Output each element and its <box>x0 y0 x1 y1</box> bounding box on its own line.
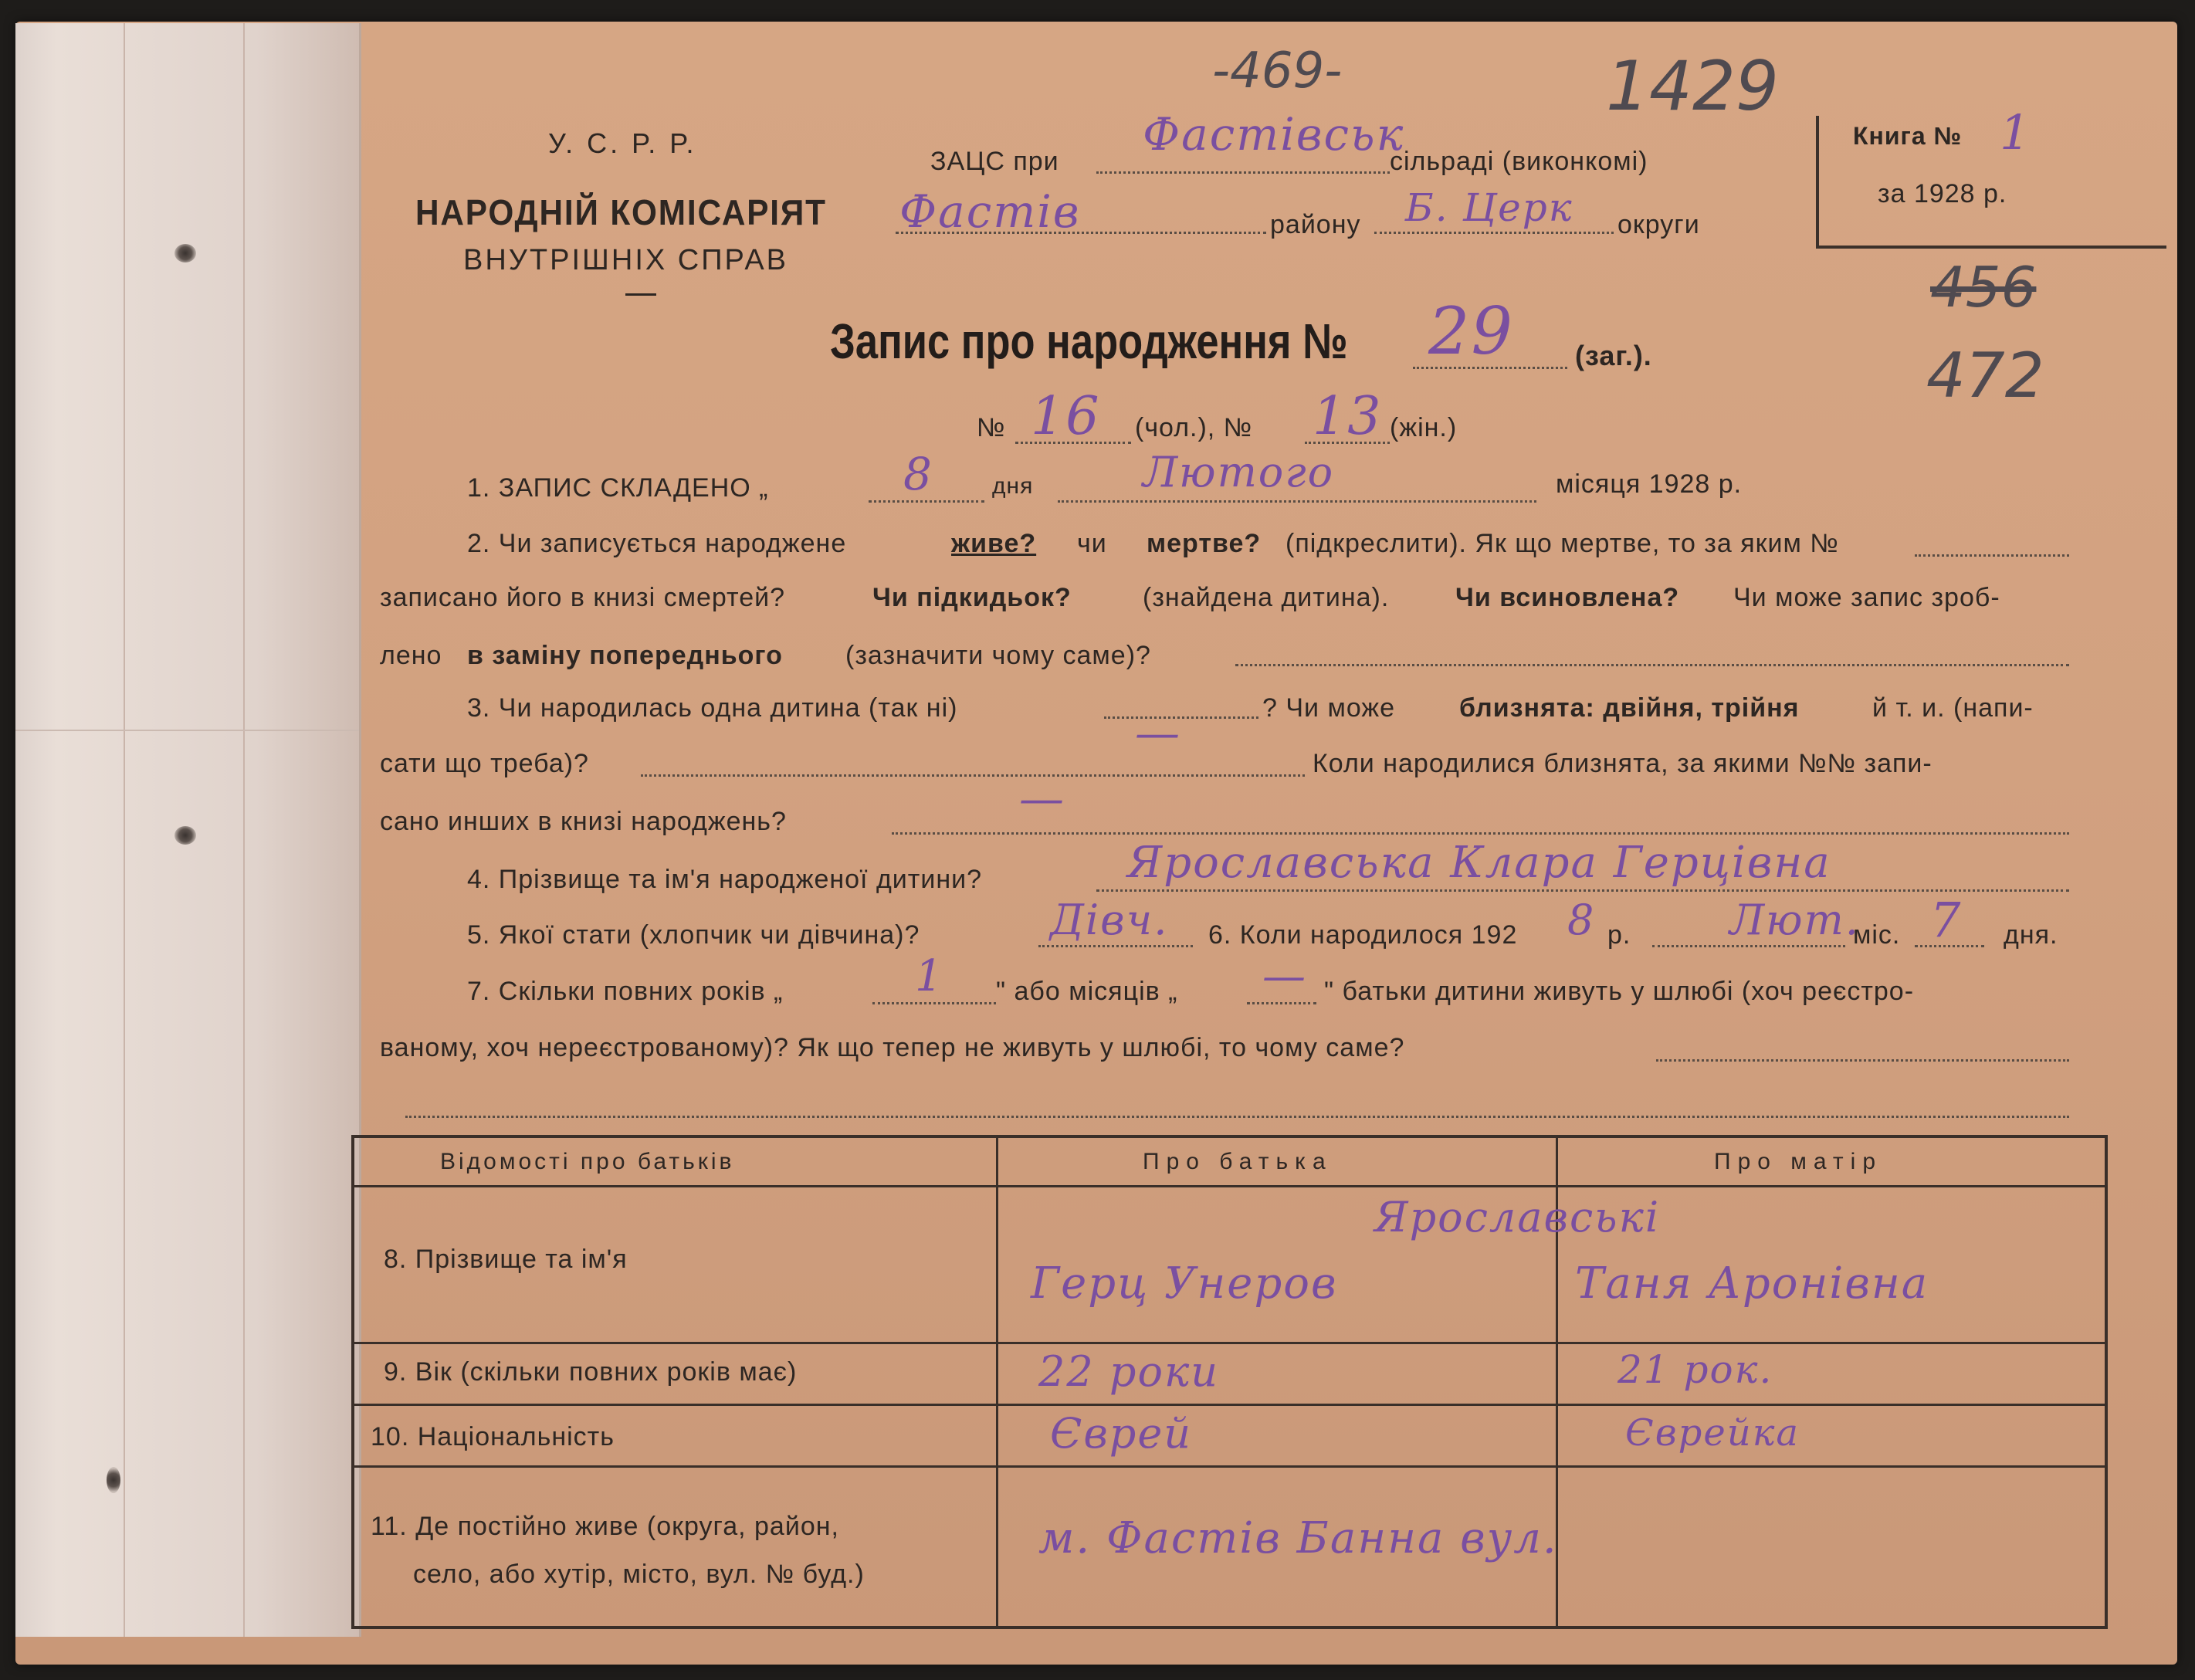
header-usrr: У. С. Р. Р. <box>548 127 697 159</box>
table-col-rule <box>996 1135 998 1629</box>
book-year: за 1928 р. <box>1878 179 2007 208</box>
row11-father: м. Фастів Банна вул. <box>1038 1513 1558 1563</box>
q3-line3: сано инших в книзі народжень? <box>380 807 787 836</box>
female-no-line <box>1305 442 1390 444</box>
q1-month: Лютого <box>1143 448 1335 496</box>
male-no-line <box>1015 442 1131 444</box>
row8-mother: Таня Аронівна <box>1575 1258 1929 1309</box>
q7-line1-a: 7. Скільки повних років „ <box>467 977 784 1006</box>
q7-line1-b: " або місяців „ <box>996 977 1178 1006</box>
q3-line1-c: й т. и. (напи- <box>1872 693 2034 723</box>
q7-line1-c: " батьки дитини живуть у шлюбі (хоч реєстро- <box>1324 977 1915 1006</box>
q2-line3-a: лено <box>380 641 442 670</box>
binding-hole <box>107 1467 120 1493</box>
okruha-line <box>1374 232 1614 234</box>
row8-label: 8. Прізвище та ім'я <box>384 1245 628 1274</box>
q7-years-line <box>872 1002 996 1004</box>
q4-value: Ярославська Клара Герцівна <box>1127 838 1831 888</box>
rayon-label: району <box>1270 210 1361 239</box>
q2-line3-dots <box>1235 664 2069 666</box>
binding-hole <box>174 826 196 845</box>
q7-months-line <box>1247 1002 1316 1004</box>
archive-pencil-top: -469- <box>1212 42 1343 100</box>
archive-pencil-number: 1429 <box>1606 46 1779 126</box>
q6-year: 8 <box>1567 896 1596 944</box>
strip-line <box>124 23 125 1637</box>
binding-hole <box>174 244 196 262</box>
q6-month: Лют. <box>1729 896 1860 944</box>
okruha-value: Б. Церк <box>1405 185 1573 230</box>
q1-day-line <box>869 500 984 503</box>
row10-mother: Єврейка <box>1625 1411 1800 1455</box>
zags-line <box>1096 171 1390 174</box>
row10-father: Єврей <box>1050 1409 1193 1458</box>
q2-line1-a: 2. Чи записується народжене <box>467 529 847 558</box>
q2-foundling: Чи підкидьок? <box>872 583 1072 612</box>
strip-fold <box>15 730 359 731</box>
q2-line1-b: чи <box>1077 529 1107 558</box>
strip-line <box>243 23 245 1637</box>
q4-label: 4. Прізвище та ім'я народженої дитини? <box>467 865 983 894</box>
q6-label: 6. Коли народилося 192 <box>1208 920 1518 950</box>
q7-line2-dots <box>1656 1059 2069 1062</box>
row9-mother: 21 рок. <box>1617 1347 1773 1392</box>
archive-pencil-right-2: 472 <box>1926 340 2044 412</box>
zags-prefix: ЗАЦС при <box>930 147 1059 176</box>
archive-pencil-right-1: 456 <box>1930 255 2037 320</box>
q2-line3-b: (зазначити чому саме)? <box>845 641 1151 670</box>
record-title: Запис про народження № <box>830 313 1348 369</box>
q6-mis: міс. <box>1853 920 1901 950</box>
q2-alive: живе? <box>951 529 1037 558</box>
table-rule <box>351 1342 2108 1344</box>
row8-surname: Ярославські <box>1374 1193 1661 1241</box>
header-commissariat: НАРОДНІЙ КОМІСАРІЯТ <box>415 192 827 232</box>
q2-dead: мертве? <box>1147 529 1262 558</box>
q4-line <box>1096 889 2069 892</box>
q1-year: місяця 1928 р. <box>1556 469 1743 499</box>
table-rule <box>351 1185 2108 1187</box>
q2-adopted: Чи всиновлена? <box>1455 583 1680 612</box>
q2-line2-a: записано його в книзі смертей? <box>380 583 786 612</box>
row10-label: 10. Національність <box>371 1422 615 1451</box>
q3-dash-value: — <box>1135 706 1181 759</box>
q1-day-label: дня <box>992 473 1034 499</box>
q6-dnia: дня. <box>2004 920 2058 950</box>
q2-line2-c: Чи може запис зроб- <box>1733 583 2000 612</box>
q2-line1-c: (підкреслити). Як що мертве, то за яким № <box>1285 529 1839 558</box>
q2-line1-dots <box>1915 554 2069 557</box>
rayon-value: Фастів <box>899 185 1081 238</box>
table-header-parents: Відомості про батьків <box>440 1149 735 1174</box>
record-male-label: (чол.), № <box>1135 413 1253 442</box>
q7-years: 1 <box>915 951 944 1001</box>
record-female-label: (жін.) <box>1390 413 1458 442</box>
book-label: Книга № <box>1853 122 1963 150</box>
selradi-label: сільраді (виконкомі) <box>1390 147 1648 176</box>
q1-label: 1. ЗАПИС СКЛАДЕНО „ <box>467 473 769 503</box>
okruha-label: округи <box>1617 210 1700 239</box>
q1-month-line <box>1058 500 1536 503</box>
row9-label: 9. Вік (скільки повних років має) <box>384 1357 798 1387</box>
table-header-father: Про батька <box>1143 1149 1333 1174</box>
q7-months: — <box>1262 951 1307 1001</box>
q3-dash-value-2: — <box>1019 772 1065 825</box>
record-number: 29 <box>1428 293 1514 369</box>
q6-day: 7 <box>1930 892 1963 948</box>
q3-line1-a: 3. Чи народилась одна дитина (так ні) <box>467 693 958 723</box>
q6-month-line <box>1652 945 1845 947</box>
q3-line1-dots <box>1104 716 1258 719</box>
record-no-label: № <box>977 413 1006 442</box>
q3-line2-a: сати що треба)? <box>380 749 589 778</box>
row8-father: Герц Унеров <box>1031 1258 1338 1309</box>
q3-twins: близнята: двійня, трійня <box>1459 693 1800 723</box>
table-header-mother: Про матір <box>1714 1149 1883 1174</box>
q3-line2-dots <box>641 774 1305 777</box>
record-number-line <box>1413 367 1567 369</box>
record-female-no: 13 <box>1313 386 1383 447</box>
book-number: 1 <box>2000 104 2032 161</box>
q5-line <box>1038 945 1193 947</box>
row9-father: 22 роки <box>1038 1347 1219 1396</box>
header-rule <box>625 293 656 296</box>
q5-value: Дівч. <box>1050 896 1169 944</box>
record-male-no: 16 <box>1031 386 1101 447</box>
row11-label-1: 11. Де постійно живе (округа, район, <box>371 1512 839 1541</box>
q6-r: р. <box>1607 920 1631 950</box>
zags-value: Фастівськ <box>1143 108 1405 161</box>
q1-day: 8 <box>903 448 933 500</box>
rayon-line <box>896 232 1266 234</box>
q7-line2: ваному, хоч нереєстрованому)? Як що тепер не живуть у шлюбі, то чому саме? <box>380 1033 1405 1062</box>
q7-line3-dots <box>405 1116 2069 1118</box>
q3-line2-b: Коли народилися близнята, за якими №№ запи- <box>1313 749 1932 778</box>
q2-line2-b: (знайдена дитина). <box>1143 583 1390 612</box>
q3-line1-b: ? Чи може <box>1262 693 1396 723</box>
header-internal: ВНУТРІШНІХ СПРАВ <box>463 244 789 276</box>
table-rule <box>351 1465 2108 1468</box>
q5-label: 5. Якої стати (хлопчик чи дівчина)? <box>467 920 920 950</box>
q6-day-line <box>1915 945 1984 947</box>
record-total-label: (заг.). <box>1575 340 1652 371</box>
table-rule <box>351 1404 2108 1406</box>
q2-replace: в заміну попереднього <box>467 641 783 670</box>
row11-label-2: село, або хутір, місто, вул. № буд.) <box>413 1560 865 1589</box>
q3-line3-dots <box>892 832 2069 835</box>
